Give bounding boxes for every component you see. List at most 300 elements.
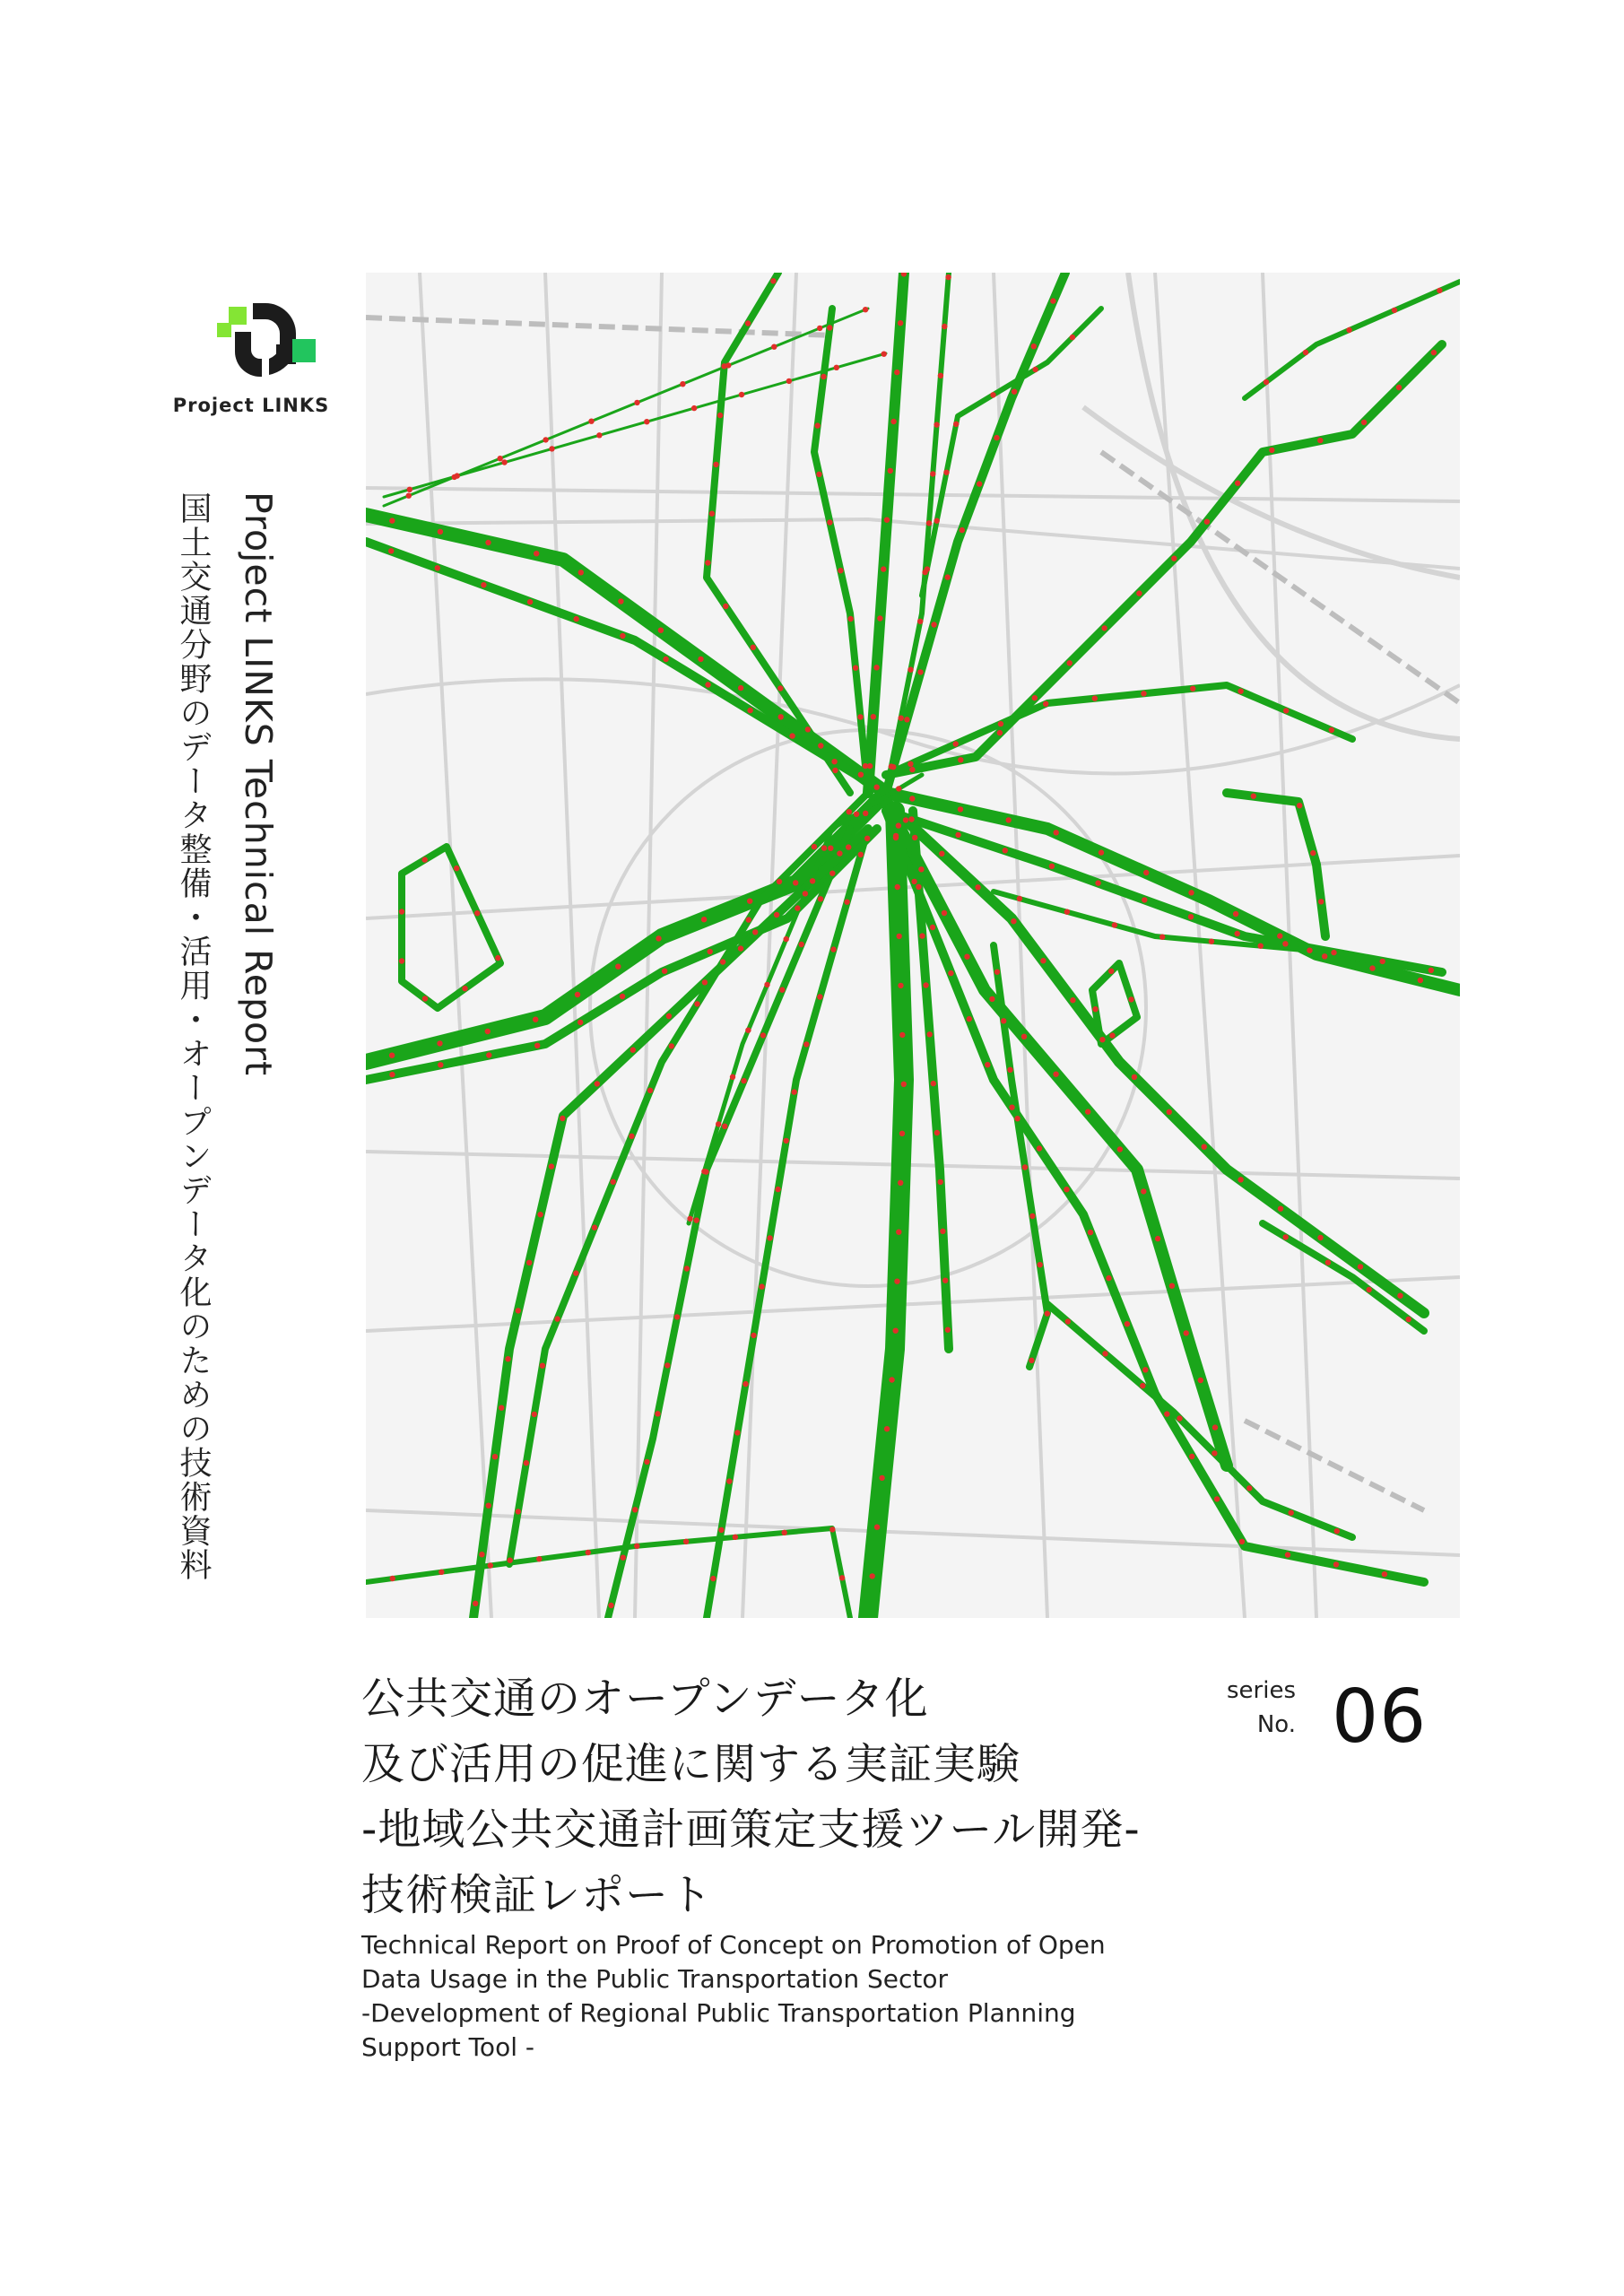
- bus-stop-marker: [847, 616, 853, 622]
- bus-stop-marker: [1283, 1234, 1289, 1239]
- bus-stop-marker: [1031, 344, 1037, 349]
- bus-stop-marker: [1021, 1034, 1027, 1039]
- bus-stop-marker: [898, 320, 903, 326]
- series-no-label: No.: [1256, 1711, 1296, 1738]
- bus-stop-marker: [938, 373, 943, 378]
- bus-stop-marker: [741, 1078, 746, 1083]
- report-title-ja-line: 公共交通のオープンデータ化: [361, 1674, 929, 1724]
- bus-stop-marker: [399, 958, 404, 963]
- bus-stop-marker: [1117, 1146, 1123, 1152]
- bus-stop-marker: [838, 568, 843, 573]
- bus-stop-marker: [815, 422, 821, 428]
- bus-stop-marker: [958, 757, 963, 762]
- bus-stop-marker: [1011, 918, 1016, 924]
- bus-stop-marker: [701, 917, 707, 922]
- bus-stop-marker: [473, 1601, 478, 1606]
- bus-stop-marker: [492, 1454, 498, 1459]
- bus-stop-marker: [1429, 968, 1434, 973]
- bus-stop-marker: [894, 1279, 899, 1284]
- bus-stop-marker: [1289, 1510, 1294, 1516]
- bus-stop-marker: [960, 527, 965, 533]
- bus-stop-marker: [662, 969, 667, 974]
- bus-stop-marker: [782, 1530, 787, 1535]
- bus-stop-marker: [1251, 794, 1256, 799]
- bus-stop-marker: [945, 1327, 951, 1333]
- bus-stop-marker: [1239, 1539, 1245, 1544]
- bus-stop-marker: [1303, 350, 1308, 355]
- bus-stop-marker: [893, 835, 899, 840]
- bus-stop-marker: [789, 733, 795, 738]
- bus-stop-marker: [1037, 1145, 1042, 1151]
- bus-stop-marker: [895, 884, 900, 890]
- bus-stop-marker: [479, 1552, 484, 1557]
- bus-stop-marker: [1128, 996, 1133, 1002]
- bus-stop-marker: [1322, 953, 1327, 959]
- bus-stop-marker: [938, 1179, 943, 1185]
- bus-stop-marker: [989, 996, 994, 1002]
- bus-stop-marker: [1065, 1318, 1071, 1324]
- bus-stop-marker: [901, 1082, 907, 1087]
- bus-stop-marker: [560, 1116, 565, 1121]
- bus-stop-marker: [549, 1163, 554, 1169]
- bus-stop-marker: [828, 846, 833, 851]
- bus-stop-marker: [844, 900, 849, 905]
- bus-stop-marker: [810, 878, 815, 883]
- bus-stop-marker: [1092, 1006, 1098, 1012]
- bus-stop-marker: [1214, 1496, 1220, 1501]
- bus-stop-marker: [873, 665, 879, 670]
- bus-stop-marker: [647, 1088, 653, 1093]
- bus-stop-marker: [1136, 590, 1142, 596]
- bus-stop-marker: [527, 599, 533, 604]
- bus-stop-marker: [839, 1575, 845, 1580]
- bus-stop-marker: [1246, 1485, 1252, 1491]
- bus-stop-marker: [881, 352, 887, 357]
- bus-stop-marker: [817, 994, 822, 999]
- bus-stop-marker: [934, 1130, 940, 1135]
- bus-stop-marker: [752, 929, 758, 935]
- bus-stop-marker: [1382, 1571, 1387, 1577]
- bus-stop-marker: [1325, 1260, 1331, 1265]
- bus-stop-marker: [694, 1001, 699, 1006]
- bus-stop-marker: [847, 809, 852, 814]
- bus-stop-marker: [488, 1562, 493, 1568]
- bus-stop-marker: [746, 917, 751, 922]
- bus-stop-marker: [1211, 1450, 1217, 1456]
- bus-stop-marker: [853, 665, 858, 671]
- bus-stop-marker: [1307, 948, 1312, 953]
- bus-stop-marker: [871, 714, 876, 719]
- logo-mark-icon: [179, 269, 345, 395]
- bus-stop-marker: [751, 1333, 756, 1338]
- bus-stop-marker: [899, 1131, 905, 1136]
- bus-stop-marker: [942, 324, 947, 329]
- bus-stop-marker: [632, 1507, 638, 1512]
- bus-stop-marker: [1361, 420, 1367, 425]
- bus-stop-marker: [945, 574, 951, 579]
- bus-stop-marker: [629, 1134, 634, 1139]
- bus-stop-marker: [908, 667, 913, 673]
- bus-stop-marker: [1285, 1552, 1290, 1557]
- bus-stop-marker: [778, 714, 784, 719]
- bus-stop-marker: [745, 1028, 751, 1033]
- bus-stop-marker: [1310, 850, 1316, 856]
- bus-stop-marker: [710, 1576, 716, 1581]
- report-title-ja-line: -地域公共交通計画策定支援ツール開発-: [361, 1805, 1141, 1855]
- bus-stop-marker: [745, 320, 751, 326]
- bus-stop-marker: [684, 1265, 690, 1271]
- bus-stop-marker: [595, 1081, 600, 1086]
- bus-stop-marker: [1009, 1105, 1014, 1110]
- bus-stop-marker: [705, 682, 710, 687]
- bus-stop-marker: [1431, 350, 1437, 355]
- bus-stop-marker: [435, 565, 440, 570]
- bus-stop-marker: [777, 879, 782, 884]
- bus-stop-marker: [575, 992, 580, 997]
- bus-stop-marker: [1132, 1074, 1137, 1080]
- bus-stop-marker: [817, 326, 822, 331]
- bus-stop-marker: [485, 540, 491, 545]
- bus-stop-marker: [1022, 1164, 1028, 1170]
- bus-stop-marker: [389, 1072, 395, 1077]
- bus-stop-marker: [1143, 870, 1149, 875]
- bus-stop-marker: [486, 1503, 491, 1509]
- bus-stop-marker: [792, 1089, 797, 1094]
- bus-stop-marker: [407, 487, 413, 492]
- bus-stop-marker: [738, 945, 743, 951]
- bus-stop-marker: [1049, 864, 1055, 869]
- bus-stop-marker: [1202, 1144, 1207, 1150]
- bus-stop-marker: [863, 763, 868, 769]
- bus-stop-marker: [805, 726, 811, 732]
- bus-stop-marker: [1141, 1188, 1146, 1194]
- bus-stop-marker: [596, 432, 602, 438]
- bus-stop-marker: [911, 879, 916, 884]
- bus-stop-marker: [422, 996, 428, 1001]
- bus-stop-marker: [543, 437, 548, 442]
- bus-stop-marker: [438, 1062, 443, 1067]
- bus-stop-marker: [760, 1032, 766, 1038]
- report-title-en-line: Data Usage in the Public Transportation Sector: [361, 1964, 949, 1994]
- bus-stop-marker: [705, 560, 710, 565]
- bus-stop-marker: [481, 582, 486, 587]
- bus-stop-marker: [1159, 935, 1165, 940]
- bus-stop-marker: [621, 1555, 626, 1561]
- bus-stop-marker: [909, 796, 915, 801]
- bus-stop-marker: [888, 468, 893, 474]
- bus-stop-marker: [532, 1412, 537, 1417]
- bus-stop-marker: [1012, 389, 1017, 395]
- bus-stop-marker: [452, 474, 457, 480]
- bus-stop-marker: [743, 1381, 748, 1387]
- bus-stop-marker: [784, 1138, 789, 1144]
- bus-stop-marker: [931, 622, 936, 627]
- bus-stop-marker: [713, 462, 718, 467]
- bus-stop-marker: [1317, 1235, 1323, 1240]
- bus-stop-marker: [687, 1216, 692, 1222]
- bus-stop-marker: [927, 1031, 933, 1037]
- bus-stop-marker: [526, 1260, 532, 1265]
- bus-stop-marker: [1029, 1358, 1034, 1363]
- bus-stop-marker: [1070, 997, 1075, 1003]
- bus-stop-marker: [1334, 1528, 1340, 1534]
- bus-stop-marker: [908, 816, 914, 822]
- bus-stop-marker: [1397, 1293, 1403, 1299]
- bus-stop-marker: [874, 785, 880, 790]
- bus-stop-marker: [751, 645, 756, 650]
- bus-stop-marker: [904, 717, 909, 722]
- bus-stop-marker: [784, 936, 789, 942]
- bus-stop-marker: [977, 481, 982, 486]
- bus-stop-marker: [1329, 727, 1334, 733]
- bus-stop-marker: [1212, 1424, 1218, 1430]
- bus-stop-marker: [721, 363, 726, 369]
- bus-stop-marker: [930, 925, 935, 930]
- bus-stop-marker: [919, 933, 925, 938]
- report-title-en-line: -Development of Regional Public Transportation Planning: [361, 1998, 1076, 2028]
- bus-stop-marker: [1092, 696, 1098, 701]
- bus-stop-marker: [764, 982, 769, 987]
- bus-stop-marker: [438, 529, 443, 535]
- bus-stop-marker: [1282, 941, 1288, 946]
- series-number-block: [1215, 1674, 1439, 1776]
- bus-stop-marker: [691, 405, 697, 411]
- bus-stop-marker: [1017, 896, 1022, 901]
- bus-stop-marker: [770, 278, 776, 283]
- bus-stop-marker: [917, 619, 923, 624]
- bus-stop-marker: [1102, 1351, 1107, 1356]
- bus-stop-marker: [877, 615, 882, 621]
- bus-stop-marker: [406, 493, 412, 499]
- series-subtitle: 国土交通分野のデータ整備・活用・オープンデータ化のための技術資料: [175, 491, 212, 1582]
- bus-stop-marker: [1167, 1109, 1172, 1115]
- bus-stop-marker: [1204, 519, 1210, 525]
- bus-stop-marker: [524, 1460, 529, 1465]
- bus-stop-marker: [874, 1525, 880, 1530]
- bus-stop-marker: [718, 1527, 724, 1533]
- bus-stop-marker: [608, 1603, 613, 1608]
- bus-stop-marker: [1346, 327, 1351, 333]
- bus-stop-marker: [827, 325, 832, 330]
- bus-stop-marker: [505, 1356, 510, 1361]
- bus-stop-marker: [439, 1570, 444, 1575]
- bus-stop-marker: [771, 344, 777, 350]
- bus-stop-marker: [829, 1526, 835, 1532]
- bus-stop-marker: [779, 987, 785, 993]
- bus-stop-marker: [1184, 1330, 1189, 1335]
- bus-stop-marker: [934, 518, 940, 524]
- bus-stop-marker: [680, 381, 685, 387]
- bus-stop-marker: [516, 1308, 521, 1313]
- bus-stop-marker: [857, 714, 863, 719]
- bus-stop-marker: [549, 446, 554, 451]
- bus-stop-marker: [958, 806, 963, 812]
- series-title: Project LINKS Technical Report: [237, 491, 280, 1077]
- bus-stop-marker: [812, 844, 817, 849]
- bus-stop-marker: [909, 767, 915, 772]
- bus-stop-marker: [881, 566, 886, 571]
- bus-stop-marker: [694, 1217, 699, 1222]
- bus-route-map-icon: [366, 273, 1460, 1618]
- bus-stop-marker: [1032, 367, 1038, 372]
- bus-stop-marker: [1369, 965, 1375, 970]
- bus-stop-marker: [1367, 1287, 1372, 1292]
- bus-stop-marker: [533, 1017, 538, 1022]
- bus-stop-marker: [730, 1074, 735, 1080]
- bus-stop-marker: [734, 1430, 740, 1435]
- bus-stop-marker: [454, 865, 459, 871]
- series-number: 06: [1332, 1674, 1428, 1760]
- bus-stop-marker: [516, 1509, 521, 1514]
- bus-stop-marker: [726, 1478, 732, 1483]
- bus-stop-marker: [898, 1180, 903, 1186]
- bus-stop-marker: [837, 850, 842, 856]
- bus-stop-marker: [964, 954, 969, 960]
- bus-stop-marker: [1317, 438, 1323, 443]
- bus-stop-marker: [498, 456, 503, 461]
- bus-stop-marker: [1209, 939, 1214, 944]
- bus-stop-marker: [747, 899, 752, 904]
- bus-stop-marker: [1396, 385, 1402, 390]
- bus-stop-marker: [934, 422, 939, 427]
- bus-stop-marker: [618, 598, 623, 604]
- bus-stop-marker: [1038, 1262, 1043, 1267]
- bus-stop-marker: [931, 1081, 936, 1086]
- bus-stop-marker: [1380, 959, 1385, 964]
- bus-stop-marker: [1064, 1187, 1069, 1192]
- bus-stop-marker: [870, 1573, 875, 1578]
- bus-stop-marker: [620, 633, 625, 639]
- bus-stop-marker: [615, 964, 621, 970]
- bus-stop-marker: [701, 1169, 707, 1174]
- brand-name: Project LINKS: [172, 395, 330, 416]
- bus-stop-marker: [1437, 288, 1442, 293]
- bus-stop-marker: [925, 566, 930, 571]
- bus-stop-marker: [830, 946, 836, 952]
- bus-stop-marker: [943, 470, 949, 475]
- bus-stop-marker: [1169, 1283, 1175, 1289]
- bus-stop-marker: [462, 986, 467, 991]
- bus-stop-marker: [767, 1235, 772, 1240]
- bus-stop-marker: [739, 392, 744, 397]
- bus-stop-marker: [634, 1544, 639, 1549]
- bus-stop-marker: [422, 857, 428, 862]
- bus-stop-marker: [854, 812, 859, 817]
- bus-stop-marker: [574, 616, 579, 622]
- bus-stop-marker: [666, 1013, 672, 1019]
- bus-stop-marker: [389, 517, 395, 523]
- bus-stop-marker: [702, 979, 708, 985]
- bus-stop-marker: [858, 772, 864, 778]
- bus-stop-marker: [620, 994, 625, 999]
- bus-stop-marker: [1269, 448, 1274, 453]
- bus-stop-marker: [918, 866, 924, 872]
- bus-stop-marker: [1171, 556, 1177, 561]
- bus-stop-marker: [1045, 1310, 1050, 1316]
- bus-stop-marker: [1141, 691, 1146, 696]
- bus-stop-marker: [1003, 848, 1008, 853]
- bus-stop-marker: [1070, 335, 1075, 340]
- bus-stop-marker: [1067, 660, 1073, 665]
- bus-stop-marker: [495, 955, 500, 961]
- bus-stop-marker: [1177, 1415, 1182, 1421]
- bus-stop-marker: [777, 685, 783, 691]
- bus-stop-marker: [536, 1556, 542, 1561]
- bus-stop-marker: [630, 1048, 636, 1053]
- bus-stop-marker: [889, 1377, 894, 1382]
- bus-stop-marker: [390, 1576, 395, 1581]
- bus-stop-marker: [663, 657, 668, 662]
- bus-stop-marker: [975, 884, 980, 890]
- bus-stop-marker: [717, 413, 723, 418]
- bus-stop-marker: [942, 910, 947, 916]
- bus-stop-marker: [578, 570, 584, 575]
- bus-stop-marker: [1054, 830, 1059, 835]
- bus-stop-marker: [858, 852, 864, 857]
- report-title-ja-line: 及び活用の促進に関する実証実験: [361, 1739, 1021, 1789]
- bus-stop-marker: [994, 435, 999, 440]
- bus-stop-marker: [879, 1475, 884, 1481]
- bus-stop-marker: [827, 519, 832, 525]
- bus-stop-marker: [586, 1550, 591, 1555]
- bus-stop-marker: [634, 400, 639, 405]
- bus-stop-marker: [1190, 686, 1195, 691]
- bus-stop-marker: [1358, 1264, 1363, 1269]
- bus-stop-marker: [669, 1043, 674, 1048]
- bus-stop-marker: [389, 1053, 395, 1058]
- bus-stop-marker: [1331, 950, 1336, 955]
- bus-stop-marker: [898, 983, 903, 988]
- bus-stop-marker: [926, 520, 932, 526]
- bus-stop-marker: [832, 768, 838, 773]
- bus-stop-marker: [899, 716, 904, 721]
- bus-stop-marker: [1099, 849, 1104, 855]
- bus-stop-marker: [998, 721, 1003, 726]
- bus-stop-marker: [1238, 689, 1243, 694]
- bus-stop-marker: [846, 844, 851, 849]
- bus-stop-marker: [683, 1539, 689, 1544]
- bus-stop-marker: [656, 935, 661, 941]
- bus-stop-marker: [953, 422, 959, 427]
- bus-stop-marker: [485, 1029, 491, 1034]
- bus-stop-marker: [716, 1121, 721, 1126]
- bus-stop-marker: [399, 909, 404, 914]
- bus-stop-marker: [1106, 1275, 1111, 1281]
- bus-stop-marker: [1140, 1383, 1145, 1388]
- bus-stop-marker: [1040, 958, 1046, 963]
- bus-stop-marker: [890, 764, 896, 770]
- report-title-ja: [361, 1666, 1213, 1928]
- bus-stop-marker: [573, 1270, 578, 1275]
- bus-stop-marker: [655, 1411, 660, 1416]
- bus-stop-marker: [1142, 897, 1147, 902]
- bus-stop-marker: [1109, 1032, 1115, 1038]
- bus-stop-marker: [775, 1187, 780, 1192]
- bus-stop-marker: [985, 1062, 990, 1067]
- bus-stop-marker: [1406, 1317, 1411, 1322]
- bus-stop-marker: [1112, 922, 1117, 927]
- bus-stop-marker: [508, 1558, 513, 1563]
- bus-stop-marker: [759, 1283, 764, 1289]
- bus-stop-marker: [803, 891, 808, 896]
- bus-stop-marker: [816, 472, 821, 477]
- bus-stop-marker: [658, 628, 664, 633]
- bus-stop-marker: [534, 1043, 540, 1048]
- bus-stop-marker: [834, 365, 839, 370]
- bus-stop-marker: [799, 942, 804, 947]
- bus-stop-marker: [1032, 695, 1038, 700]
- bus-stop-marker: [1108, 969, 1114, 974]
